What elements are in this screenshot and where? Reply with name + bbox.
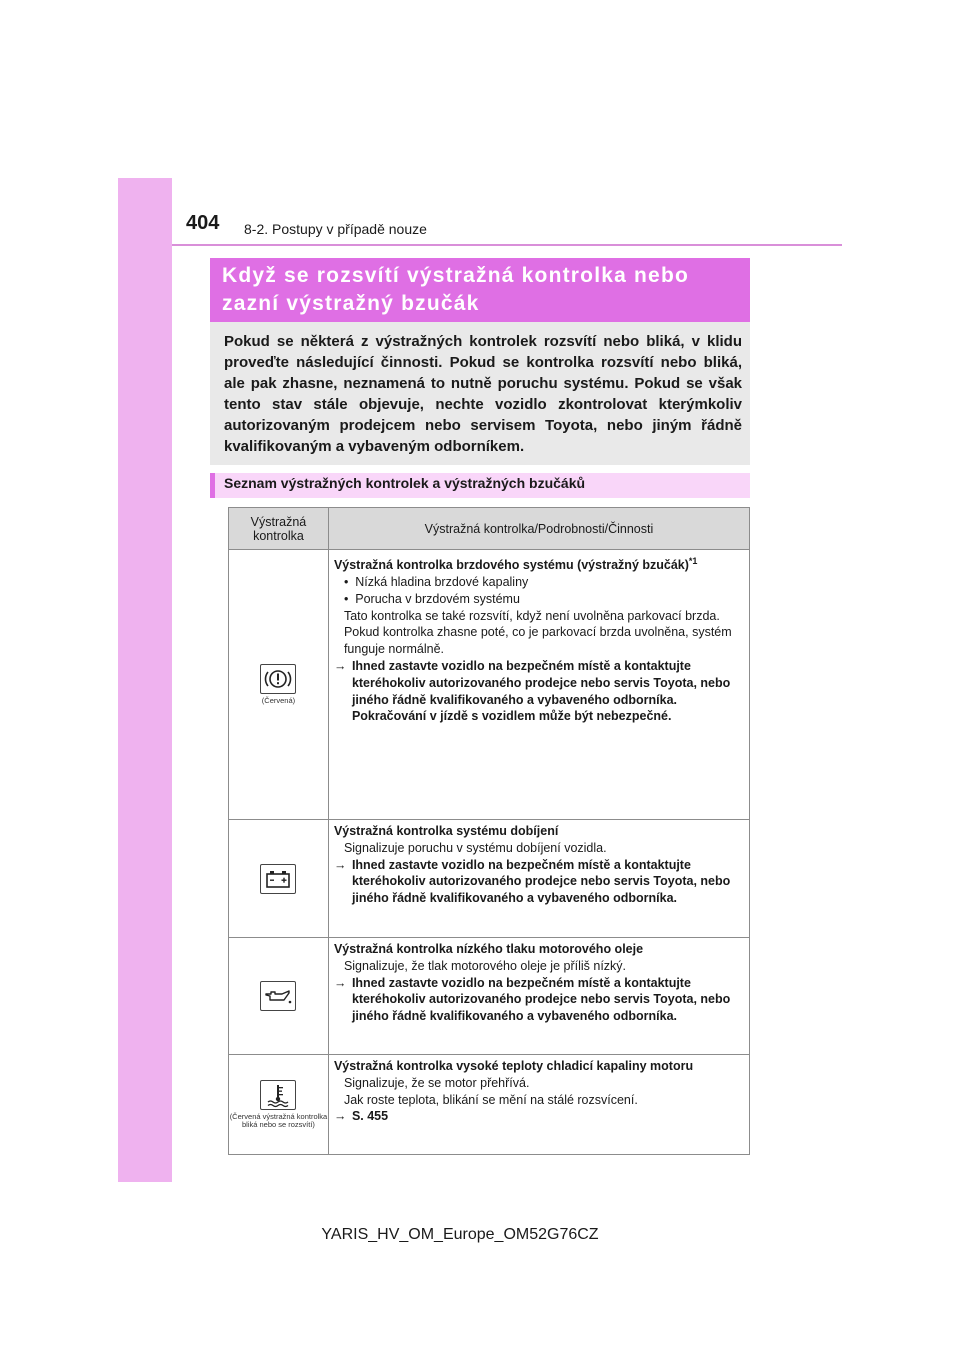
details-cell [328, 1055, 749, 1155]
col-header-light: Výstražná kontrolka [229, 508, 329, 550]
row-description: Signalizuje, že tlak motorového oleje je příliš nízký. [343, 958, 627, 973]
row-title: Výstražná kontrolka nízkého tlaku motorového oleje [333, 942, 644, 956]
row-description: Signalizuje poruchu v systému dobíjení vozidla. [343, 840, 607, 855]
table-row [229, 938, 750, 1055]
icon-cell [229, 820, 329, 938]
icon-cell [229, 938, 329, 1055]
brake-warning-icon [260, 664, 296, 694]
table-row [229, 820, 750, 938]
page-number: 404 [186, 212, 220, 234]
icon-caption: (Červená) [261, 695, 296, 705]
icon-cell [229, 550, 329, 820]
arrow-icon: → [333, 1109, 347, 1124]
col-header-details: Výstražná kontrolka/Podrobnosti/Činnosti [328, 508, 749, 550]
page-reference-link[interactable]: S. 455 [351, 1109, 389, 1124]
bullet-item: Porucha v brzdovém systému [355, 591, 520, 606]
row-description: Jak roste teplota, blikání se mění na stálé rozsvícení. [343, 1092, 638, 1107]
footer-doc-code: YARIS_HV_OM_Europe_OM52G76CZ [321, 1226, 599, 1243]
arrow-icon: → [333, 857, 347, 872]
row-action: Ihned zastavte vozidlo na bezpečném místě a kontaktujte kteréhokoliv autorizovaného prodejce nebo servis Toyota, nebo jiného řádně kvalifikovaného a vybaveného odborníka. Pokračování v jízdě s vozidlem může být nebezpečné. [351, 658, 731, 724]
footnote-marker: *1 [688, 556, 698, 566]
table-header-row [229, 508, 750, 550]
section-title-line2: zazní výstražný bzučák [222, 292, 480, 315]
details-cell [328, 938, 749, 1055]
intro-box [210, 322, 750, 465]
oil-pressure-icon [260, 981, 296, 1011]
battery-charge-icon [260, 864, 296, 894]
arrow-icon: → [333, 658, 347, 673]
icon-cell [229, 1055, 329, 1155]
subheading-text: Seznam výstražných kontrolek a výstražných bzučáků [224, 475, 586, 491]
table-row [229, 550, 750, 820]
header-rule [172, 244, 842, 246]
warning-lights-table [228, 507, 750, 1155]
arrow-icon: → [333, 975, 347, 990]
intro-text: Pokud se některá z výstražných kontrolek rozsvítí nebo bliká, v klidu proveďte následující činnosti. Pokud se kontrolka rozsvítí nebo bliká, ale pak zhasne, neznamená to nutně poruchu systému. Pokud se však tento stav stále objevuje, nechte vozidlo zkontrolovat kterýmkoliv autorizovaným prodejcem nebo servisem Toyota, nebo jiným řádně kvalifikovaným a vybaveným odborníkem. [224, 333, 742, 455]
section-title-line1: Když se rozsvítí výstražná kontrolka nebo [222, 264, 689, 287]
details-cell: Výstražná kontrolka brzdového systému (výstražný bzučák)$^{*1}$ • Nízká hladina brzdové kapaliny • Porucha v brzdovém systému Tato kontrolka se také rozsvítí, když není uvolněna parkovací brzda. Pokud kontrolka zhasne poté, co je parkovací brzda uvolněna, systém funguje normálně. → Ihned zastavte vozidlo na bezpečném místě a kontaktujte kteréhokoliv autorizovaného prodejce nebo servis Toyota, nebo jiného řádně kvalifikovaného a vybaveného odborníka. Pokračování v jízdě s vozidlem může být nebezpečné. [328, 550, 749, 820]
side-tab-band [118, 178, 172, 1182]
chapter-title: 8-2. Postupy v případě nouze [244, 221, 427, 237]
coolant-temperature-icon [260, 1080, 296, 1110]
row-title: Výstražná kontrolka vysoké teploty chladicí kapaliny motoru [333, 1059, 694, 1073]
row-description: Signalizuje, že se motor přehřívá. [343, 1075, 530, 1090]
icon-caption: (Červená výstražná kontrolka bliká nebo se rozsvítí) [229, 1111, 328, 1129]
row-title: Výstražná kontrolka systému dobíjení [333, 824, 559, 838]
section-title [210, 258, 750, 322]
bullet-item: Nízká hladina brzdové kapaliny [355, 574, 529, 589]
details-cell [328, 820, 749, 938]
subheading [210, 473, 750, 498]
row-action: Ihned zastavte vozidlo na bezpečném místě a kontaktujte kteréhokoliv autorizovaného prodejce nebo servis Toyota, nebo jiného řádně kvalifikovaného a vybaveného odborníka. [351, 975, 731, 1024]
row-note: Tato kontrolka se také rozsvítí, když není uvolněna parkovací brzda. Pokud kontrolka zhasne poté, co je parkovací brzda uvolněna, systém funguje normálně. [343, 608, 732, 657]
row-action: Ihned zastavte vozidlo na bezpečném místě a kontaktujte kteréhokoliv autorizovaného prodejce nebo servis Toyota, nebo jiného řádně kvalifikovaného a vybaveného odborníka. [351, 857, 731, 906]
row-title: Výstražná kontrolka brzdového systému (výstražný bzučák) [333, 558, 689, 573]
table-row [229, 1055, 750, 1155]
